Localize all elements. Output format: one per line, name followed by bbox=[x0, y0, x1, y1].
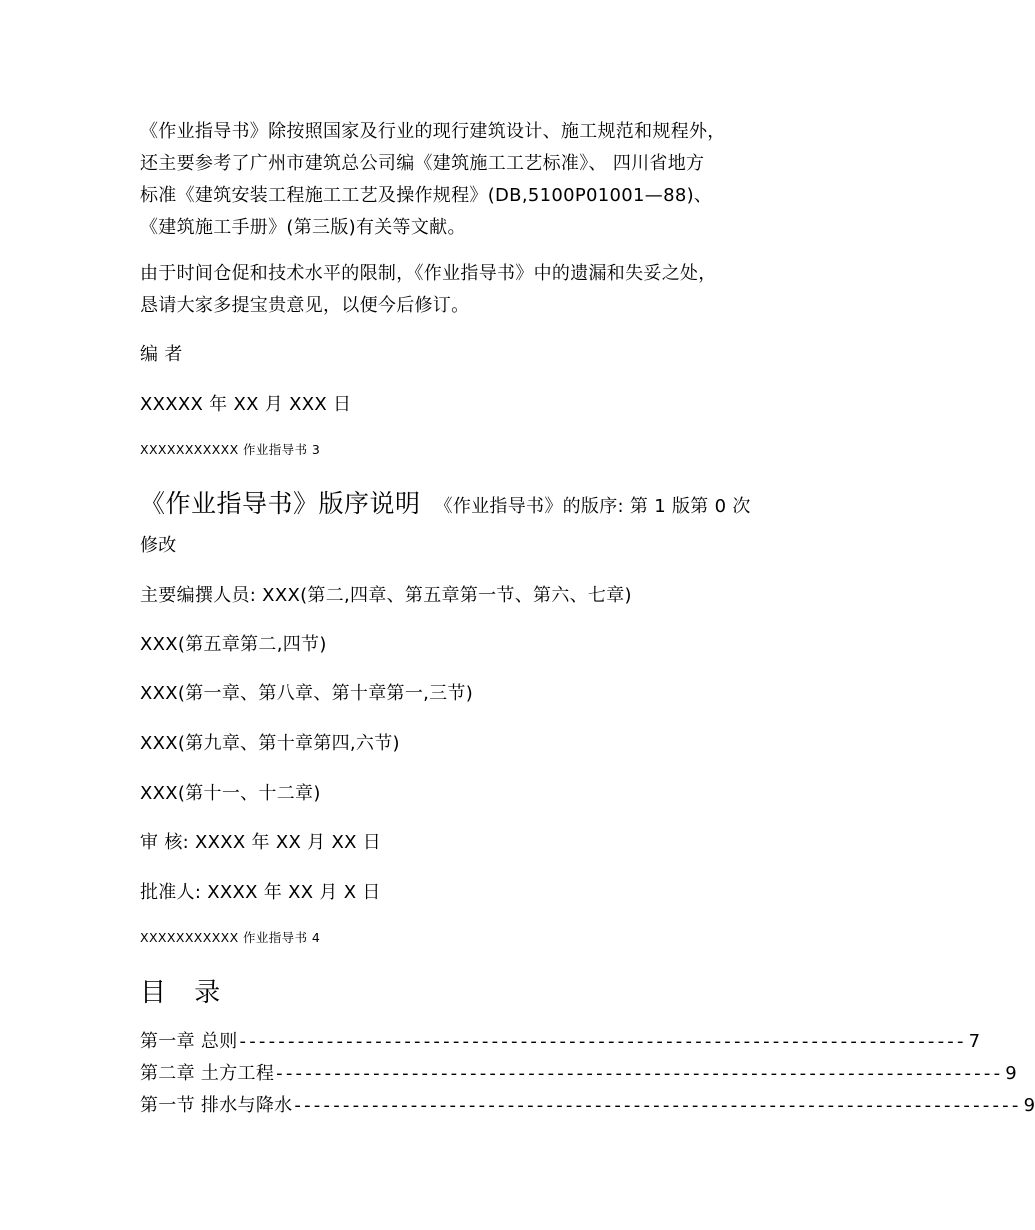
approve-line: 批准人: XXXX 年 XX 月 X 日 bbox=[140, 882, 381, 903]
toc-leader: --------------------------------------------------------------------------- bbox=[294, 1095, 1022, 1116]
toc-entry-label: 第二章 土方工程 bbox=[140, 1063, 275, 1084]
toc-leader: --------------------------------------------------------------------------- bbox=[239, 1031, 967, 1052]
editor-line: XXX(第五章第二,四节) bbox=[140, 634, 327, 655]
toc-entry-label: 第一节 排水与降水 bbox=[140, 1095, 293, 1116]
toc-entry[interactable] bbox=[140, 1027, 981, 1059]
preface-date: XXXXX 年 XX 月 XXX 日 bbox=[140, 394, 352, 415]
toc-entry-page: 9 bbox=[1005, 1063, 1017, 1084]
toc-entry-label: 第一章 总则 bbox=[140, 1031, 238, 1052]
text-line: 《建筑施工手册》(第三版)有关等文献。 bbox=[140, 217, 466, 238]
version-continuation: 修改 bbox=[140, 535, 177, 556]
table-of-contents bbox=[140, 1027, 1035, 1123]
toc-entry-page: 9 bbox=[1023, 1095, 1035, 1116]
preface-paragraph-1 bbox=[140, 116, 726, 244]
editor-line: XXX(第十一、十二章) bbox=[140, 783, 321, 804]
editor-signature: 编 者 bbox=[140, 344, 183, 365]
editor-line: XXX(第一章、第八章、第十章第一,三节) bbox=[140, 683, 474, 704]
toc-leader: --------------------------------------------------------------------------- bbox=[276, 1063, 1004, 1084]
page-footer-4: XXXXXXXXXXX 作业指导书 4 bbox=[140, 930, 321, 945]
text-line: 还主要参考了广州市建筑总公司编《建筑施工工艺标准》、 四川省地方 bbox=[140, 153, 705, 174]
editor-line: XXX(第九章、第十章第四,六节) bbox=[140, 733, 400, 754]
main-editors-line: 主要编撰人员: XXX(第二,四章、第五章第一节、第六、七章) bbox=[140, 585, 632, 606]
section-title: 《作业指导书》版序说明 bbox=[140, 489, 421, 518]
toc-entry[interactable] bbox=[140, 1091, 1035, 1123]
review-line: 审 核: XXXX 年 XX 月 XX 日 bbox=[140, 832, 382, 853]
toc-entry[interactable] bbox=[140, 1059, 1017, 1091]
page-footer-3: XXXXXXXXXXX 作业指导书 3 bbox=[140, 442, 321, 457]
version-section-heading bbox=[140, 484, 751, 520]
text-line: 《作业指导书》除按照国家及行业的现行建筑设计、施工规范和规程外， bbox=[140, 121, 726, 142]
text-line: 标准《建筑安装工程施工工艺及操作规程》(DB,5100P01001—88)、 bbox=[140, 185, 713, 206]
toc-heading: 目 录 bbox=[140, 978, 231, 1008]
preface-paragraph-2 bbox=[140, 258, 717, 322]
version-inline-text: 《作业指导书》的版序: 第 1 版第 0 次 bbox=[434, 496, 751, 517]
text-line: 由于时间仓促和技术水平的限制，《作业指导书》中的遗漏和失妥之处， bbox=[140, 263, 717, 284]
text-line: 恳请大家多提宝贵意见，以便今后修订。 bbox=[140, 295, 470, 316]
toc-entry-page: 7 bbox=[968, 1031, 981, 1052]
